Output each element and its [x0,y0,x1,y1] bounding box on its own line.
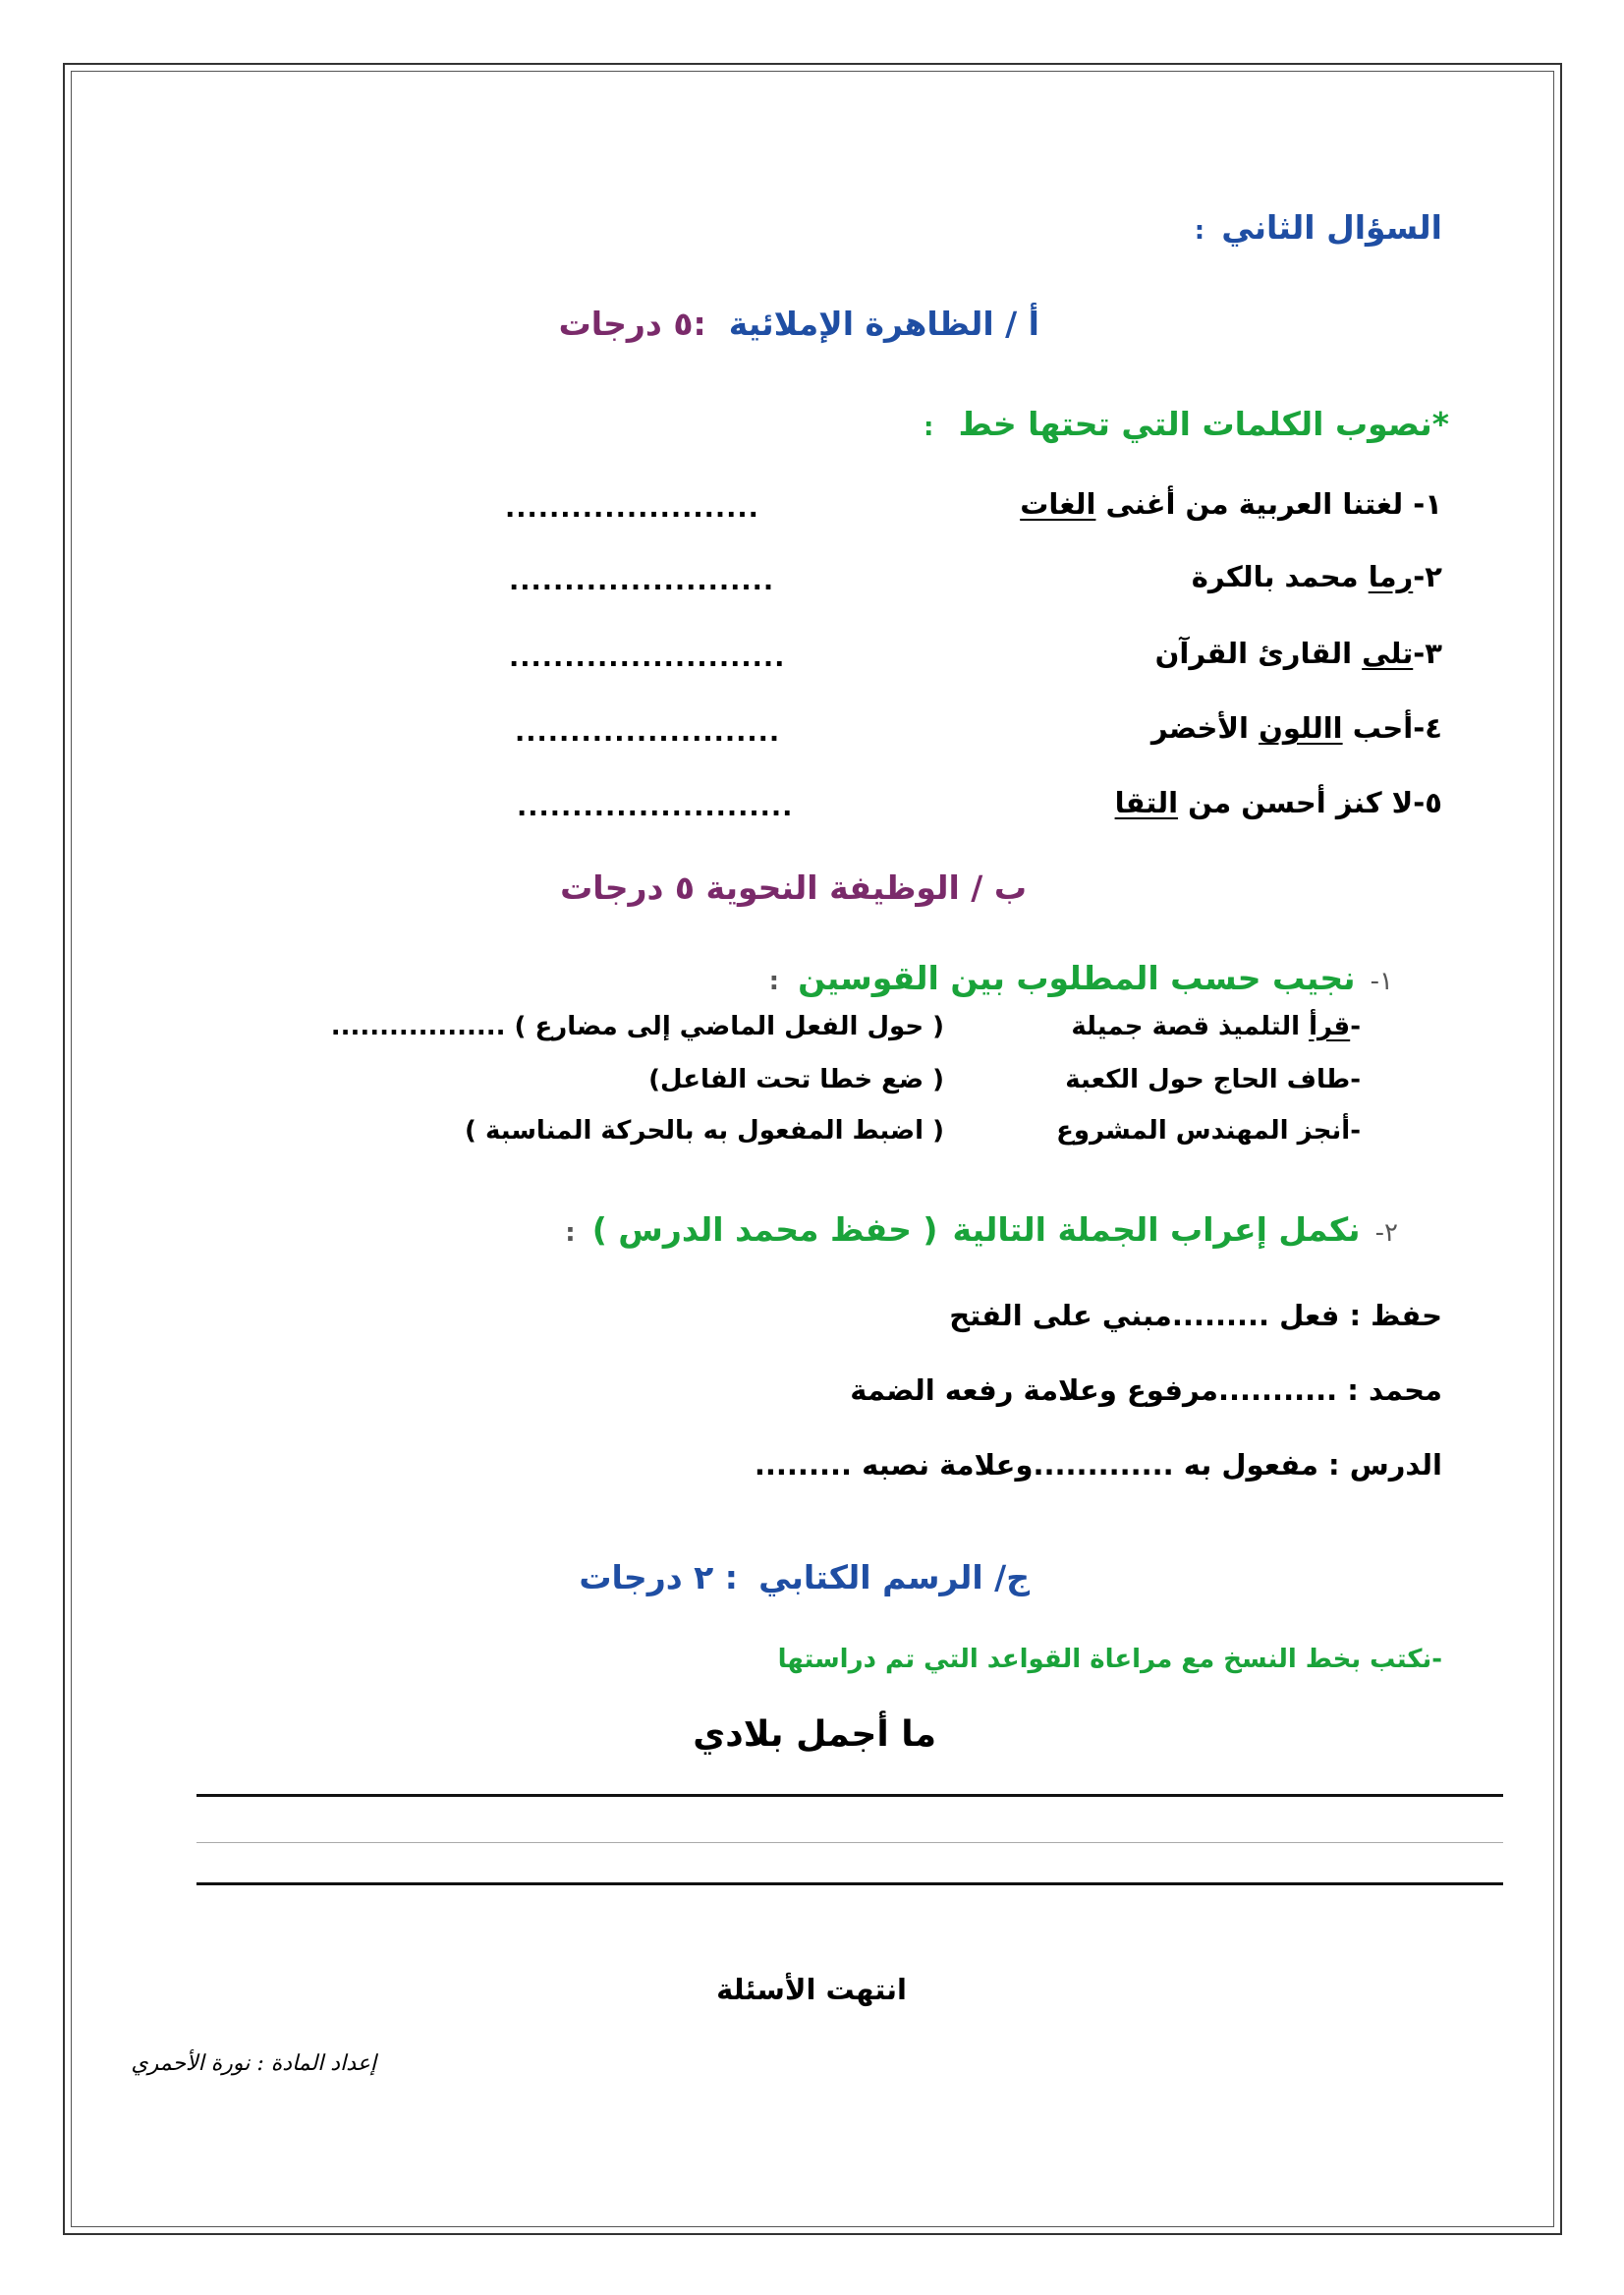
item-text: ٣- [1413,637,1442,670]
writing-line-top [196,1794,1503,1797]
calligraphy-phrase: ما أجمل بلادي [693,1714,936,1755]
section-title-colon: : [1194,216,1205,246]
part-c-points: : ٢ درجات [579,1558,738,1596]
underlined-verb: قرأ [1309,1012,1351,1041]
answer-blank-5: ......................... [517,792,794,822]
q2-colon: : [565,1218,576,1248]
author-signature: إعداد المادة : نورة الأحمري [131,2051,376,2076]
section-title-row [1195,208,1442,247]
part-b-q1-heading [769,959,1393,997]
q1-sentence-1 [1071,1012,1361,1041]
item-text: ٤-أحب [1342,711,1442,745]
spelling-item-4 [1151,711,1442,745]
parsing-line-1: حفظ : فعل .........مبني على الفتح [949,1299,1442,1332]
part-c-instruction: -نكتب بخط النسخ مع مراعاة القواعد التي تم دراستها [777,1645,1442,1674]
item-text: محمد بالكرة [1191,560,1369,593]
part-a-points: :٥ درجات [558,305,706,343]
spelling-item-3 [1155,637,1442,670]
writing-line-bottom [196,1882,1503,1885]
spelling-item-5 [1115,786,1442,819]
answer-blank-2: ........................ [509,566,775,596]
parsing-line-2: محمد : ...........مرفوع وعلامة رفعه الضمة [850,1373,1442,1407]
q1-sentence-3: -أنجز المهندس المشروع [1056,1116,1361,1146]
q2-sentence: ( حفظ محمد الدرس ) [591,1210,938,1249]
part-a-instruction-row [924,405,1449,443]
page-border-inner [71,71,1554,2227]
q2-number: ٢- [1374,1218,1398,1248]
underlined-word: تلى [1362,637,1414,670]
parsing-line-3: الدرس : مفعول به .............وعلامة نصبه ......... [754,1448,1442,1482]
answer-blank-1: ....................... [505,493,759,524]
spelling-item-2 [1192,560,1442,593]
part-a-heading [559,305,1039,343]
q1-instruction-1: ( حول الفعل الماضي إلى مضارع ) .................. [330,1012,944,1041]
part-b-heading: ب / الوظيفة النحوية ٥ درجات [560,868,1027,907]
q1-colon: : [768,967,779,996]
item-text: ٥-لا كنز أحسن من [1178,786,1442,819]
end-text: انتهت الأسئلة [716,1973,907,2006]
writing-line-middle [196,1842,1503,1843]
underlined-word: الغات [1020,487,1096,521]
item-text: ٢- [1413,560,1442,593]
sentence-text: التلميذ قصة جميلة [1071,1012,1310,1041]
item-text: ١- لغتنا العربية من أغنى [1095,487,1442,521]
part-a-instruction-colon: : [923,413,934,442]
q1-instruction-3: ( اضبط المفعول به بالحركة المناسبة ) [465,1116,944,1146]
part-a-label: أ / الظاهرة الإملائية [728,305,1039,343]
underlined-word: التقا [1114,786,1179,819]
q1-instruction-2: ( ضع خطا تحت الفاعل) [648,1065,944,1094]
part-c-heading [579,1558,1030,1596]
part-a-instruction: *نصوب الكلمات التي تحتها خط [958,405,1449,443]
item-text: الأخضر [1150,711,1260,745]
answer-blank-3: ......................... [509,643,786,673]
q1-sentence-2: -طاف الحاج حول الكعبة [1065,1065,1361,1094]
answer-blank-4: ........................ [515,717,781,748]
part-b-q2-heading [565,1210,1398,1249]
section-title: السؤال الثاني [1221,208,1442,247]
q2-text: نكمل إعراب الجملة التالية [952,1210,1361,1249]
q1-number: ١- [1370,967,1393,996]
spelling-item-1 [1020,487,1442,521]
item-text: القارئ القرآن [1154,637,1363,670]
q1-text: نجيب حسب المطلوب بين القوسين [798,959,1356,997]
underlined-word: االلون [1259,711,1343,745]
part-c-label: ج/ الرسم الكتابي [758,1558,1030,1596]
sentence-text: - [1350,1012,1361,1041]
underlined-word: رما [1368,560,1414,593]
